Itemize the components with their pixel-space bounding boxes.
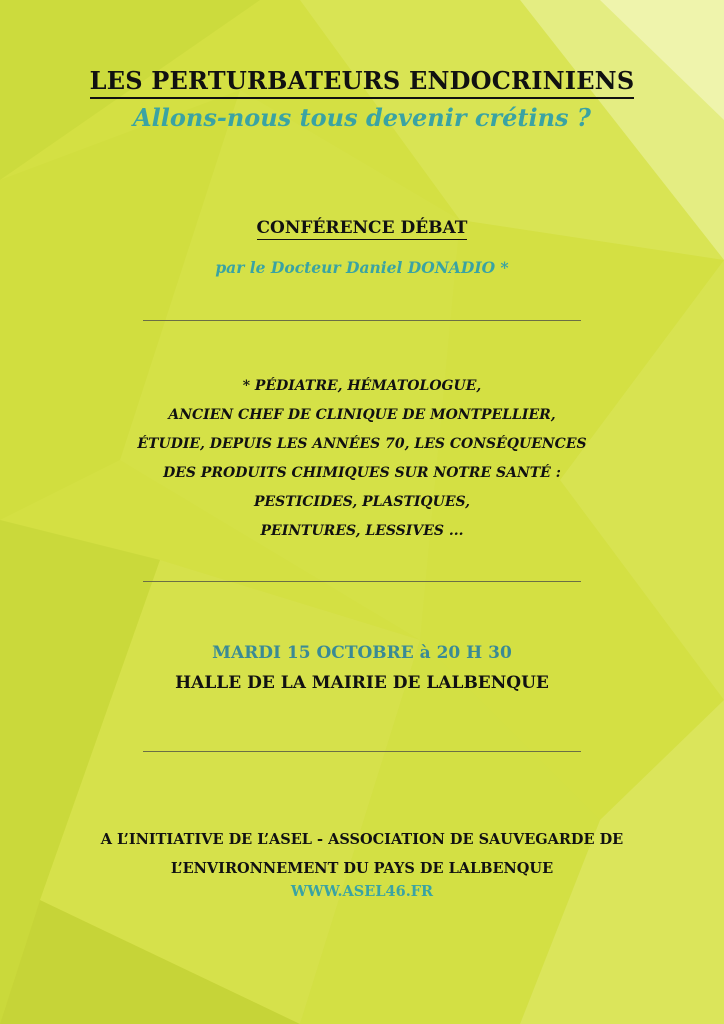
page-subtitle: Allons-nous tous devenir crétins ? xyxy=(133,103,591,132)
bio-line: ÉTUDIE, DEPUIS LES ANNÉES 70, LES CONSÉQUENCES xyxy=(137,436,587,452)
divider xyxy=(143,751,581,752)
title-text: LES PERTURBATEURS ENDOCRINIENS xyxy=(90,66,635,99)
speaker-line: par le Docteur Daniel DONADIO * xyxy=(215,258,509,277)
event-date: MARDI 15 OCTOBRE à 20 H 30 xyxy=(212,643,512,663)
speaker-bio xyxy=(0,372,724,546)
bio-line: PESTICIDES, PLASTIQUES, xyxy=(253,494,470,510)
bio-line: DES PRODUITS CHIMIQUES SUR NOTRE SANTÉ : xyxy=(163,465,561,481)
event-place: HALLE DE LA MAIRIE DE LALBENQUE xyxy=(175,673,549,693)
organizer-line: L’ENVIRONNEMENT DU PAYS DE LALBENQUE xyxy=(170,860,554,877)
divider xyxy=(143,581,581,582)
page-title xyxy=(0,66,724,99)
bio-line: PEINTURES, LESSIVES ... xyxy=(260,523,464,539)
conference-heading xyxy=(0,218,724,238)
organizer-info xyxy=(0,825,724,883)
divider xyxy=(143,320,581,321)
bio-line: ANCIEN CHEF DE CLINIQUE DE MONTPELLIER, xyxy=(168,407,556,423)
organizer-line: A L’INITIATIVE DE L’ASEL - ASSOCIATION DE SAUVEGARDE DE xyxy=(100,831,624,848)
conference-heading-text: CONFÉRENCE DÉBAT xyxy=(256,218,468,238)
website-link[interactable]: WWW.ASEL46.FR xyxy=(290,883,434,900)
bio-line: * PÉDIATRE, HÉMATOLOGUE, xyxy=(242,378,482,394)
